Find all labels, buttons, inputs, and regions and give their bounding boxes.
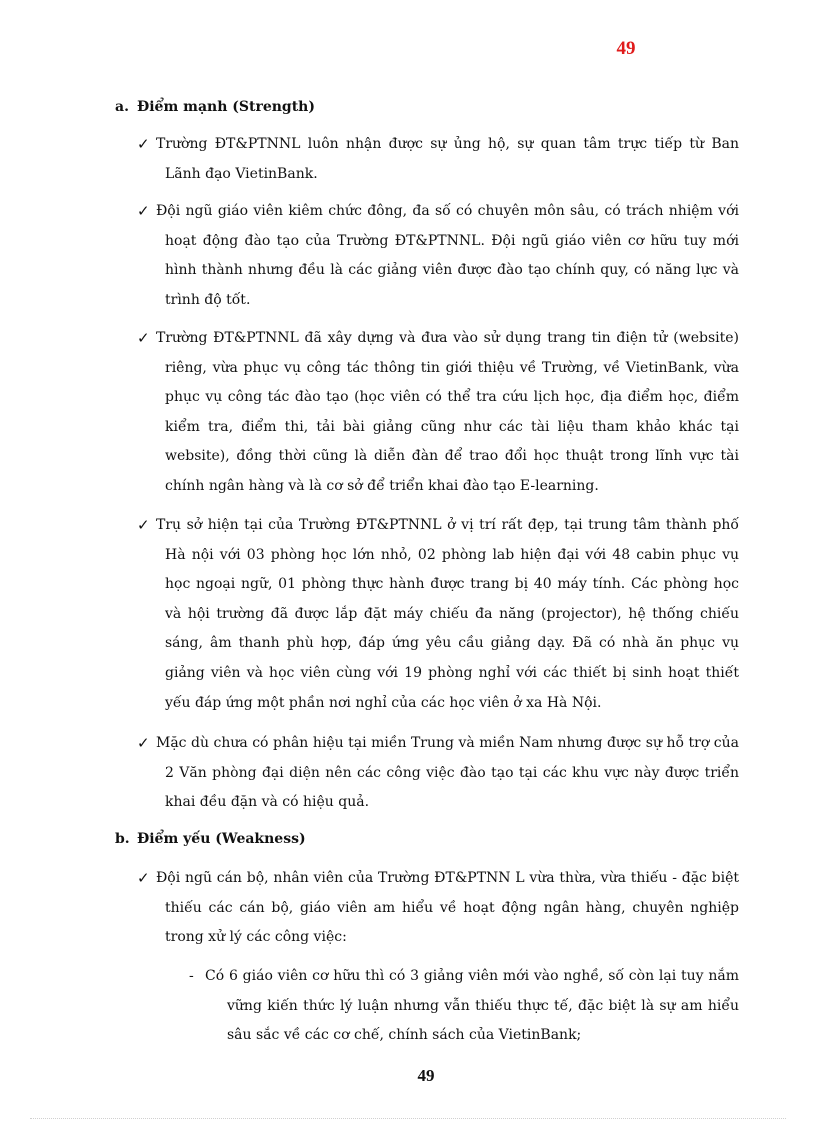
sub-list-item-text: Có 6 giáo viên cơ hữu thì có 3 giảng viên mới vào nghề, số còn lại tuy nắm vững kiến thức lý luận nhưng vẫn thiếu thực tế, đặc biệt là sự am hiểu sâu sắc về các cơ chế, chính sách của VietinBank; bbox=[205, 968, 739, 1044]
checkmark-icon: ✓ bbox=[137, 329, 150, 347]
list-item bbox=[137, 511, 739, 718]
section-heading-weakness bbox=[115, 829, 306, 849]
checkmark-icon: ✓ bbox=[137, 869, 150, 887]
section-title: Điểm yếu (Weakness) bbox=[137, 831, 306, 847]
list-item-text: Trụ sở hiện tại của Trường ĐT&PTNNL ở vị trí rất đẹp, tại trung tâm thành phố Hà nội với 03 phòng học lớn nhỏ, 02 phòng lab hiện đại với 48 cabin phục vụ học ngoại ngữ, 01 phòng thực hành được trang bị 40 máy tính. Các phòng học và hội trường đã được lắp đặt máy chiếu đa năng (projector), hệ thống chiếu sáng, âm thanh phù hợp, đáp ứng yêu cầu giảng dạy. Đã có nhà ăn phục vụ giảng viên và học viên cùng với 19 phòng nghỉ với các thiết bị sinh hoạt thiết yếu đáp ứng một phần nơi nghỉ của các học viên ở xa Hà Nội. bbox=[156, 517, 739, 711]
checkmark-icon: ✓ bbox=[137, 202, 150, 220]
dash-icon: - bbox=[189, 968, 194, 984]
list-item bbox=[137, 197, 739, 315]
page-number-bottom bbox=[0, 1066, 816, 1086]
section-title: Điểm mạnh (Strength) bbox=[137, 99, 315, 115]
section-marker: a. bbox=[115, 99, 129, 115]
list-item bbox=[137, 130, 739, 189]
sub-list-item bbox=[189, 962, 739, 1051]
checkmark-icon: ✓ bbox=[137, 135, 150, 153]
page-number-top-text: 49 bbox=[616, 38, 636, 59]
list-item bbox=[137, 729, 739, 818]
list-item bbox=[137, 864, 739, 953]
page-number-bottom-text: 49 bbox=[417, 1066, 435, 1085]
list-item-text: Đội ngũ cán bộ, nhân viên của Trường ĐT&PTNN L vừa thừa, vừa thiếu - đặc biệt thiếu các cán bộ, giáo viên am hiểu về hoạt động ngân hàng, chuyên nghiệp trong xử lý các công việc: bbox=[156, 870, 739, 946]
list-item-text: Đội ngũ giáo viên kiêm chức đông, đa số có chuyên môn sâu, có trách nhiệm với hoạt động đào tạo của Trường ĐT&PTNNL. Đội ngũ giáo viên cơ hữu tuy mới hình thành nhưng đều là các giảng viên được đào tạo chính quy, có năng lực và trình độ tốt. bbox=[156, 203, 739, 308]
page-number-top bbox=[0, 38, 816, 60]
list-item bbox=[137, 324, 739, 502]
section-heading-strength bbox=[115, 97, 315, 117]
checkmark-icon: ✓ bbox=[137, 516, 150, 534]
section-marker: b. bbox=[115, 831, 130, 847]
list-item-text: Mặc dù chưa có phân hiệu tại miền Trung và miền Nam nhưng được sự hỗ trợ của 2 Văn phòng đại diện nên các công việc đào tạo tại các khu vực này được triển khai đều đặn và có hiệu quả. bbox=[156, 735, 739, 811]
list-item-text: Trường ĐT&PTNNL đã xây dựng và đưa vào sử dụng trang tin điện tử (website) riêng, vừa phục vụ công tác thông tin giới thiệu về Trường, về VietinBank, vừa phục vụ công tác đào tạo (học viên có thể tra cứu lịch học, địa điểm học, điểm kiểm tra, điểm thi, tải bài giảng cũng như các tài liệu tham khảo khác tại website), đồng thời cũng là diễn đàn để trao đổi học thuật trong lĩnh vực tài chính ngân hàng và là cơ sở để triển khai đào tạo E-learning. bbox=[156, 330, 739, 494]
list-item-text: Trường ĐT&PTNNL luôn nhận được sự ủng hộ, sự quan tâm trực tiếp từ Ban Lãnh đạo VietinBank. bbox=[156, 136, 739, 182]
page-bottom-divider bbox=[30, 1118, 786, 1119]
checkmark-icon: ✓ bbox=[137, 734, 150, 752]
